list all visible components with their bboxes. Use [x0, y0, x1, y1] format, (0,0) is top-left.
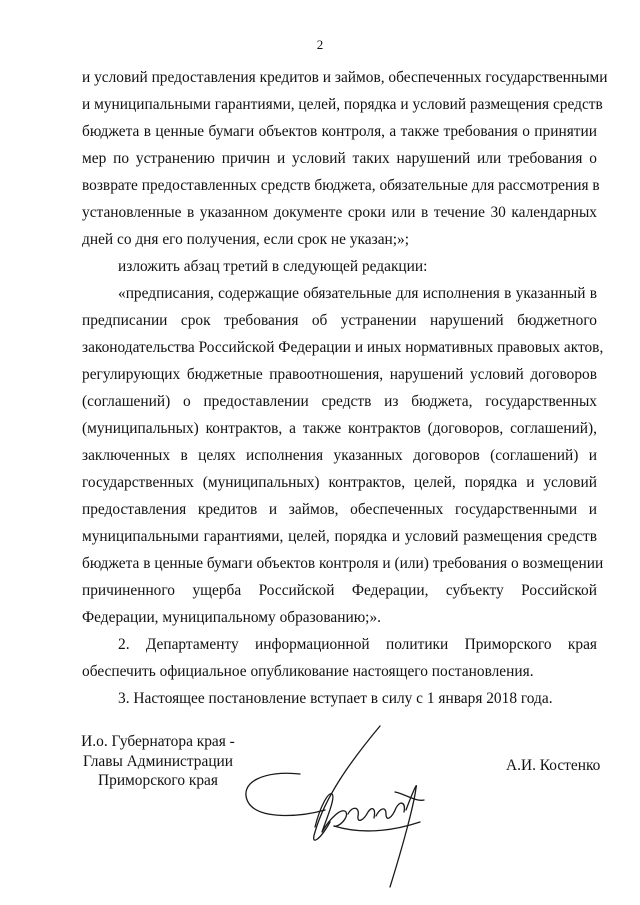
paragraph-line: обеспечить официальное опубликование настоящего постановления. — [82, 663, 534, 680]
paragraph-line: государственных (муниципальных) контрактов, целей, порядка и условий — [82, 474, 597, 491]
paragraph-line: (муниципальных) контрактов, а также контрактов (договоров, соглашений), — [82, 420, 597, 437]
paragraph-line: (соглашений) о предоставлении средств из бюджета, государственных — [82, 393, 597, 410]
paragraph-line: «предписания, содержащие обязательные для исполнения в указанный в — [118, 285, 597, 302]
handwritten-signature — [230, 722, 480, 892]
page-number: 2 — [316, 37, 324, 52]
paragraph-line: изложить абзац третий в следующей редакции: — [118, 258, 428, 275]
paragraph-line: и муниципальными гарантиями, целей, порядка и условий размещения средств — [82, 96, 603, 113]
signer-position-line: Приморского края — [98, 772, 218, 789]
paragraph-line: установленные в указанном документе сроки или в течение 30 календарных — [82, 204, 597, 221]
paragraph-line: мер по устранению причин и условий таких нарушений или требования о — [82, 150, 597, 167]
paragraph-line: причиненного ущерба Российской Федерации, субъекту Российской — [82, 582, 597, 599]
signer-position — [78, 732, 238, 791]
paragraph-line: 3. Настоящее постановление вступает в силу с 1 января 2018 года. — [118, 690, 553, 707]
paragraph-line: предписании срок требования об устранении нарушений бюджетного — [82, 312, 597, 329]
paragraph-line: заключенных в целях исполнения указанных договоров (соглашений) и — [82, 447, 597, 464]
signer-position-line: И.о. Губернатора края - — [81, 733, 235, 750]
paragraph-line: 2. Департаменту информационной политики Приморского края — [118, 636, 597, 653]
paragraph-line: муниципальными гарантиями, целей, порядка и условий размещения средств — [82, 528, 597, 545]
paragraph-line: бюджета в ценные бумаги объектов контроля, а также требования о принятии — [82, 123, 597, 140]
paragraph-line: возврате предоставленных средств бюджета, обязательные для рассмотрения в — [82, 177, 600, 194]
paragraph-line: предоставления кредитов и займов, обеспеченных государственными и — [82, 501, 597, 518]
paragraph-line: бюджета в ценные бумаги объектов контроля и (или) требования о возмещении — [82, 555, 604, 572]
paragraph-line: законодательства Российской Федерации и иных нормативных правовых актов, — [82, 339, 604, 356]
paragraph-line: регулирующих бюджетные правоотношения, нарушений условий договоров — [82, 366, 597, 383]
signer-position-line: Главы Администрации — [82, 752, 234, 770]
paragraph-line: Федерации, муниципальному образованию;». — [82, 609, 382, 626]
paragraph-line: и условий предоставления кредитов и займов, обеспеченных государственными — [82, 69, 608, 86]
paragraph-line: дней со дня его получения, если срок не указан;»; — [82, 231, 410, 248]
signer-name: А.И. Костенко — [506, 757, 601, 774]
